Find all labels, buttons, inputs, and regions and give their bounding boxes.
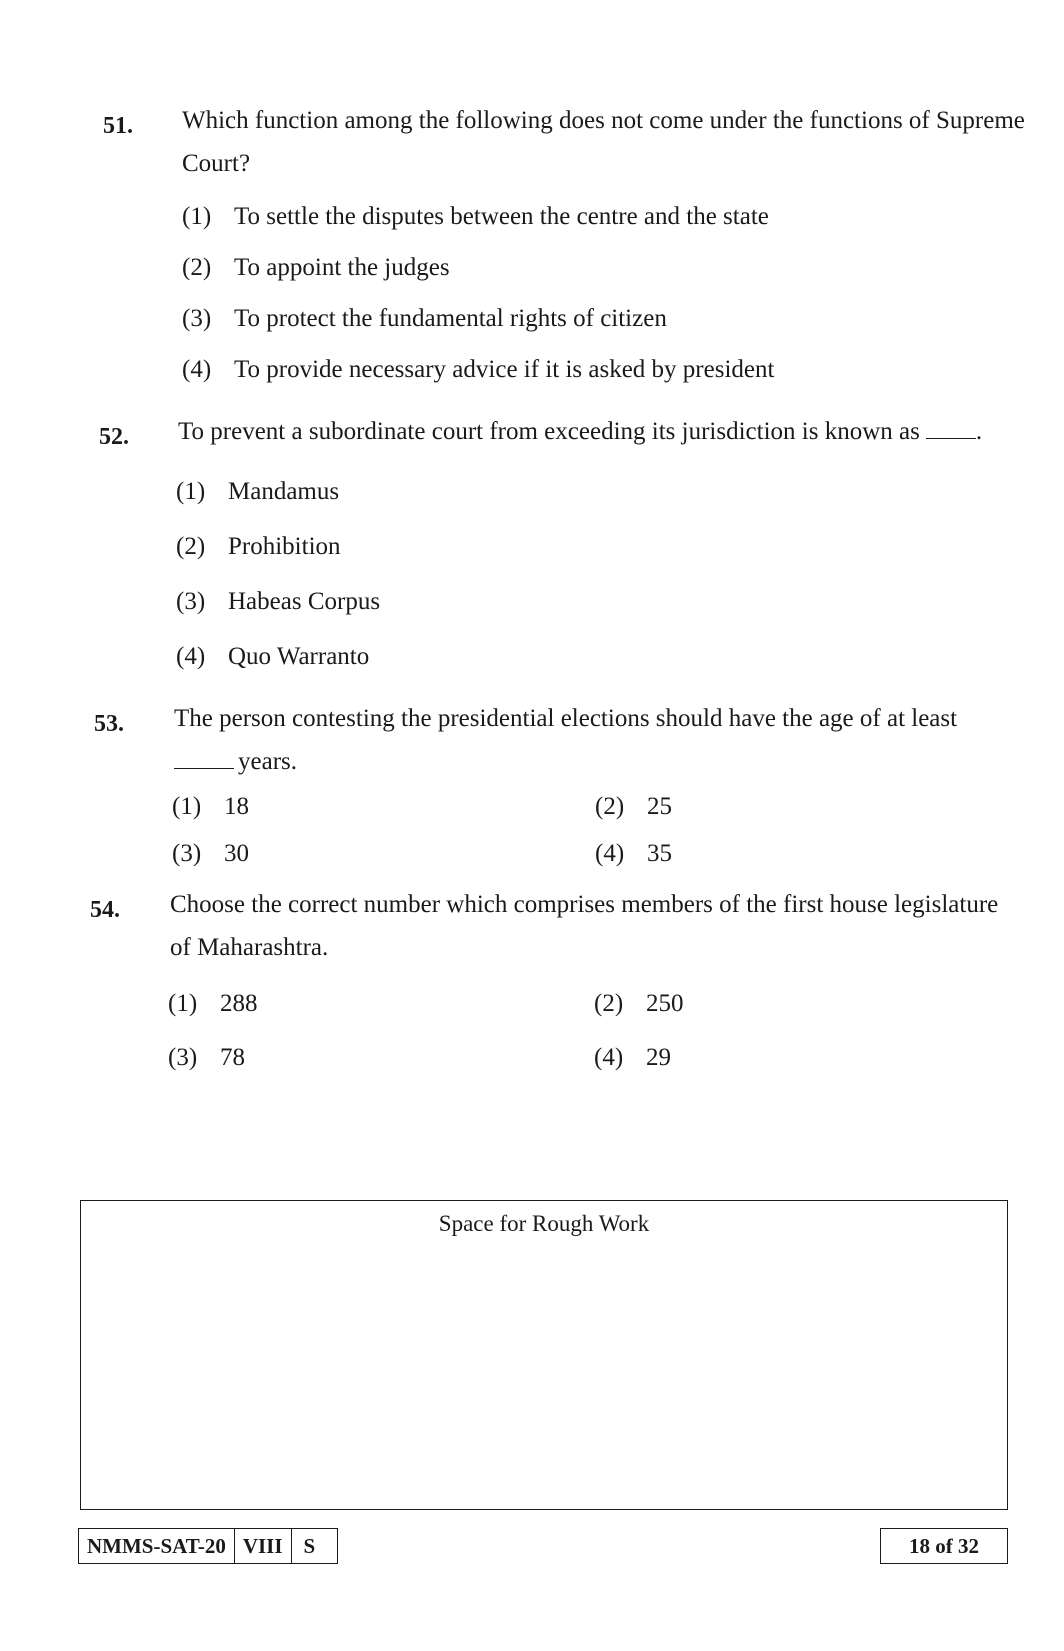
- option-text: To provide necessary advice if it is asked by president: [234, 356, 775, 383]
- option-number: (1): [176, 478, 206, 505]
- question-text-line-2: [174, 741, 957, 784]
- option-number: (2): [594, 990, 624, 1017]
- option-number: (1): [172, 793, 202, 820]
- rough-work-box: [80, 1200, 1008, 1510]
- option-2: [176, 533, 341, 561]
- option-3: [176, 588, 380, 616]
- series-code: S: [303, 1533, 316, 1558]
- option-1: [168, 990, 258, 1018]
- answer-blank: [174, 767, 234, 769]
- option-3: [172, 840, 249, 868]
- option-4: [595, 840, 672, 868]
- question-text: [182, 100, 1025, 185]
- option-number: (1): [182, 203, 212, 230]
- answer-blank: [926, 437, 976, 439]
- option-text: 29: [646, 1044, 671, 1071]
- question-text: [178, 411, 982, 454]
- question-number: 54.: [90, 897, 120, 923]
- option-3: [182, 305, 667, 333]
- option-text: To protect the fundamental rights of citizen: [234, 305, 667, 332]
- question-text-line: Choose the correct number which comprises members of the first house legislature: [170, 891, 999, 918]
- option-number: (4): [182, 356, 212, 383]
- option-number: (2): [176, 533, 206, 560]
- option-4: [594, 1044, 671, 1072]
- rough-work-title: Space for Rough Work: [438, 1211, 650, 1236]
- question-text-line: Which function among the following does not come under the functions of Supreme: [182, 107, 1025, 134]
- option-text: 250: [646, 990, 684, 1017]
- option-2: [594, 990, 684, 1018]
- question-text-line: of Maharashtra.: [170, 933, 329, 961]
- option-3: [168, 1044, 245, 1072]
- option-text: Prohibition: [228, 533, 341, 560]
- question-text: [174, 698, 957, 783]
- option-number: (4): [595, 840, 625, 867]
- option-text: To settle the disputes between the centre and the state: [234, 203, 769, 230]
- option-text: 35: [647, 840, 672, 867]
- option-1: [182, 203, 769, 231]
- option-text: 30: [224, 840, 249, 867]
- option-text: To appoint the judges: [234, 254, 450, 281]
- option-number: (1): [168, 990, 198, 1017]
- question-number: 51.: [103, 113, 133, 139]
- option-number: (2): [595, 793, 625, 820]
- option-text: 18: [224, 793, 249, 820]
- option-2: [182, 254, 450, 282]
- option-number: (2): [182, 254, 212, 281]
- question-text-end: years.: [238, 747, 297, 775]
- option-text: 25: [647, 793, 672, 820]
- option-text: 78: [220, 1044, 245, 1071]
- option-text: 288: [220, 990, 258, 1017]
- standard-code: VIII: [235, 1529, 292, 1563]
- option-4: [176, 643, 369, 671]
- question-number: 53.: [94, 711, 124, 737]
- option-number: (3): [168, 1044, 198, 1071]
- question-text-line: Court?: [182, 149, 251, 177]
- question-text-line: To prevent a subordinate court from exceeding its jurisdiction is known as: [178, 418, 920, 445]
- option-number: (3): [172, 840, 202, 867]
- option-text: Quo Warranto: [228, 643, 370, 670]
- option-number: (4): [176, 643, 206, 670]
- option-number: (3): [182, 305, 212, 332]
- exam-code: NMMS-SAT-20: [79, 1529, 235, 1563]
- option-4: [182, 356, 774, 384]
- option-1: [172, 793, 249, 821]
- option-text: Mandamus: [228, 478, 340, 505]
- page-number: 18 of 32: [880, 1528, 1008, 1564]
- option-1: [176, 478, 339, 506]
- option-2: [595, 793, 672, 821]
- option-number: (3): [176, 588, 206, 615]
- question-number: 52.: [99, 424, 129, 450]
- question-text-end: .: [975, 418, 983, 445]
- option-text: Habeas Corpus: [228, 588, 381, 615]
- paper-code-box: [78, 1528, 338, 1564]
- question-text: [170, 884, 998, 969]
- question-text-line: The person contesting the presidential elections should have the age of at least: [174, 705, 958, 732]
- option-number: (4): [594, 1044, 624, 1071]
